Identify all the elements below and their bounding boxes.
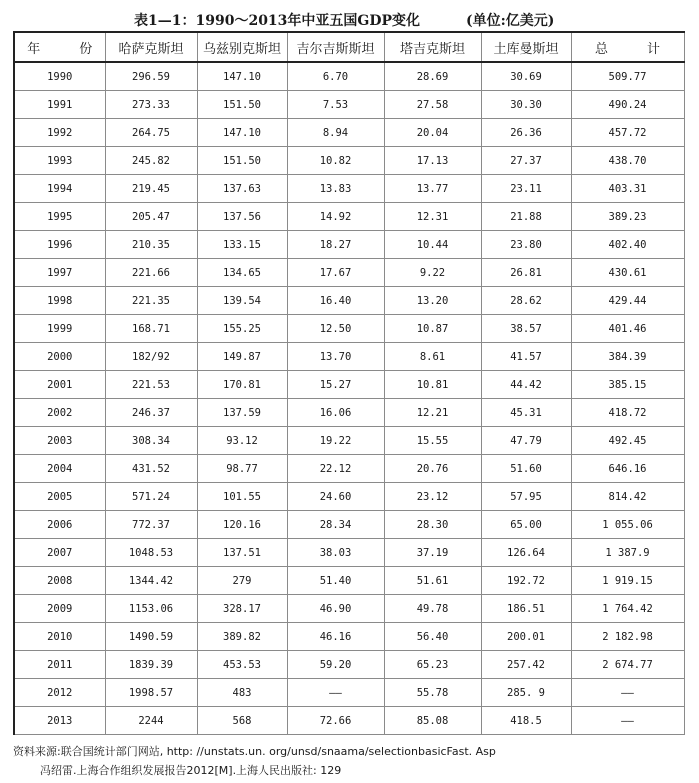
total-cell: 1 387.9	[571, 539, 684, 567]
kazakhstan-cell: 1153.06	[105, 595, 197, 623]
kazakhstan-cell: 221.35	[105, 287, 197, 315]
kazakhstan-cell: 264.75	[105, 119, 197, 147]
kazakhstan-cell: 221.66	[105, 259, 197, 287]
header-kyrgyzstan: 吉尔吉斯斯坦	[287, 32, 384, 62]
total-cell: ——	[571, 707, 684, 735]
year-cell: 1995	[14, 203, 105, 231]
tajikistan-cell: 20.76	[384, 455, 481, 483]
turkmenistan-cell: 186.51	[481, 595, 571, 623]
tajikistan-cell: 10.81	[384, 371, 481, 399]
tajikistan-cell: 27.58	[384, 91, 481, 119]
tajikistan-cell: 28.30	[384, 511, 481, 539]
year-cell: 2005	[14, 483, 105, 511]
turkmenistan-cell: 23.80	[481, 231, 571, 259]
uzbekistan-cell: 155.25	[197, 315, 287, 343]
total-cell: 646.16	[571, 455, 684, 483]
kyrgyzstan-cell: 18.27	[287, 231, 384, 259]
year-cell: 2012	[14, 679, 105, 707]
total-cell: 429.44	[571, 287, 684, 315]
kyrgyzstan-cell: 12.50	[287, 315, 384, 343]
uzbekistan-cell: 151.50	[197, 147, 287, 175]
tajikistan-cell: 17.13	[384, 147, 481, 175]
uzbekistan-cell: 93.12	[197, 427, 287, 455]
uzbekistan-cell: 137.59	[197, 399, 287, 427]
year-cell: 1991	[14, 91, 105, 119]
kyrgyzstan-cell: ——	[287, 679, 384, 707]
total-cell: 509.77	[571, 62, 684, 91]
uzbekistan-cell: 453.53	[197, 651, 287, 679]
uzbekistan-cell: 133.15	[197, 231, 287, 259]
uzbekistan-cell: 139.54	[197, 287, 287, 315]
kazakhstan-cell: 182/92	[105, 343, 197, 371]
total-cell: 1 055.06	[571, 511, 684, 539]
turkmenistan-cell: 41.57	[481, 343, 571, 371]
tajikistan-cell: 15.55	[384, 427, 481, 455]
table-row	[14, 287, 684, 315]
uzbekistan-cell: 279	[197, 567, 287, 595]
table-row	[14, 567, 684, 595]
turkmenistan-cell: 23.11	[481, 175, 571, 203]
uzbekistan-cell: 483	[197, 679, 287, 707]
kazakhstan-cell: 1490.59	[105, 623, 197, 651]
uzbekistan-cell: 101.55	[197, 483, 287, 511]
kazakhstan-cell: 221.53	[105, 371, 197, 399]
year-cell: 2003	[14, 427, 105, 455]
table-row	[14, 119, 684, 147]
tajikistan-cell: 13.77	[384, 175, 481, 203]
gdp-table	[13, 31, 685, 735]
turkmenistan-cell: 51.60	[481, 455, 571, 483]
turkmenistan-cell: 44.42	[481, 371, 571, 399]
table-row	[14, 651, 684, 679]
total-cell: 418.72	[571, 399, 684, 427]
tajikistan-cell: 12.31	[384, 203, 481, 231]
turkmenistan-cell: 47.79	[481, 427, 571, 455]
kyrgyzstan-cell: 28.34	[287, 511, 384, 539]
turkmenistan-cell: 45.31	[481, 399, 571, 427]
turkmenistan-cell: 192.72	[481, 567, 571, 595]
uzbekistan-cell: 134.65	[197, 259, 287, 287]
turkmenistan-cell: 30.30	[481, 91, 571, 119]
year-cell: 2011	[14, 651, 105, 679]
kazakhstan-cell: 210.35	[105, 231, 197, 259]
kyrgyzstan-cell: 13.83	[287, 175, 384, 203]
kazakhstan-cell: 1344.42	[105, 567, 197, 595]
year-cell: 1998	[14, 287, 105, 315]
kazakhstan-cell: 296.59	[105, 62, 197, 91]
table-row	[14, 595, 684, 623]
total-cell: 430.61	[571, 259, 684, 287]
kyrgyzstan-cell: 15.27	[287, 371, 384, 399]
kyrgyzstan-cell: 22.12	[287, 455, 384, 483]
kazakhstan-cell: 245.82	[105, 147, 197, 175]
turkmenistan-cell: 200.01	[481, 623, 571, 651]
total-cell: 401.46	[571, 315, 684, 343]
year-cell: 2002	[14, 399, 105, 427]
tajikistan-cell: 12.21	[384, 399, 481, 427]
kyrgyzstan-cell: 59.20	[287, 651, 384, 679]
header-kazakhstan: 哈萨克斯坦	[105, 32, 197, 62]
uzbekistan-cell: 120.16	[197, 511, 287, 539]
table-row	[14, 62, 684, 91]
kyrgyzstan-cell: 13.70	[287, 343, 384, 371]
year-cell: 2013	[14, 707, 105, 735]
year-cell: 2004	[14, 455, 105, 483]
tajikistan-cell: 85.08	[384, 707, 481, 735]
kyrgyzstan-cell: 51.40	[287, 567, 384, 595]
header-total: 总 计	[571, 32, 684, 62]
kazakhstan-cell: 571.24	[105, 483, 197, 511]
kyrgyzstan-cell: 10.82	[287, 147, 384, 175]
uzbekistan-cell: 147.10	[197, 62, 287, 91]
kyrgyzstan-cell: 16.40	[287, 287, 384, 315]
total-cell: 403.31	[571, 175, 684, 203]
kazakhstan-cell: 246.37	[105, 399, 197, 427]
kazakhstan-cell: 772.37	[105, 511, 197, 539]
kyrgyzstan-cell: 24.60	[287, 483, 384, 511]
turkmenistan-cell: 418.5	[481, 707, 571, 735]
kazakhstan-cell: 2244	[105, 707, 197, 735]
total-cell: 457.72	[571, 119, 684, 147]
kyrgyzstan-cell: 72.66	[287, 707, 384, 735]
uzbekistan-cell: 151.50	[197, 91, 287, 119]
table-row	[14, 147, 684, 175]
kyrgyzstan-cell: 14.92	[287, 203, 384, 231]
year-cell: 1996	[14, 231, 105, 259]
table-title: 表1—1：1990～2013年中亚五国GDP变化	[134, 13, 421, 29]
turkmenistan-cell: 21.88	[481, 203, 571, 231]
uzbekistan-cell: 137.63	[197, 175, 287, 203]
year-cell: 1990	[14, 62, 105, 91]
tajikistan-cell: 8.61	[384, 343, 481, 371]
year-cell: 2009	[14, 595, 105, 623]
year-cell: 1997	[14, 259, 105, 287]
uzbekistan-cell: 149.87	[197, 343, 287, 371]
tajikistan-cell: 65.23	[384, 651, 481, 679]
total-cell: 384.39	[571, 343, 684, 371]
year-cell: 1999	[14, 315, 105, 343]
kyrgyzstan-cell: 19.22	[287, 427, 384, 455]
total-cell: 1 919.15	[571, 567, 684, 595]
kyrgyzstan-cell: 6.70	[287, 62, 384, 91]
header-year: 年 份	[14, 32, 105, 62]
table-row	[14, 483, 684, 511]
table-row	[14, 707, 684, 735]
tajikistan-cell: 49.78	[384, 595, 481, 623]
header-turkmenistan: 土库曼斯坦	[481, 32, 571, 62]
table-row	[14, 399, 684, 427]
kazakhstan-cell: 1998.57	[105, 679, 197, 707]
table-row	[14, 427, 684, 455]
turkmenistan-cell: 57.95	[481, 483, 571, 511]
turkmenistan-cell: 65.00	[481, 511, 571, 539]
table-row	[14, 511, 684, 539]
total-cell: 385.15	[571, 371, 684, 399]
table-row	[14, 455, 684, 483]
table-row	[14, 539, 684, 567]
turkmenistan-cell: 30.69	[481, 62, 571, 91]
year-cell: 1992	[14, 119, 105, 147]
uzbekistan-cell: 137.56	[197, 203, 287, 231]
turkmenistan-cell: 126.64	[481, 539, 571, 567]
year-cell: 2006	[14, 511, 105, 539]
table-row	[14, 679, 684, 707]
table-row	[14, 623, 684, 651]
kyrgyzstan-cell: 8.94	[287, 119, 384, 147]
tajikistan-cell: 20.04	[384, 119, 481, 147]
tajikistan-cell: 51.61	[384, 567, 481, 595]
header-tajikistan: 塔吉克斯坦	[384, 32, 481, 62]
tajikistan-cell: 37.19	[384, 539, 481, 567]
year-cell: 2010	[14, 623, 105, 651]
total-cell: 1 764.42	[571, 595, 684, 623]
kyrgyzstan-cell: 46.90	[287, 595, 384, 623]
total-cell: 492.45	[571, 427, 684, 455]
turkmenistan-cell: 257.42	[481, 651, 571, 679]
total-cell: 2 182.98	[571, 623, 684, 651]
kyrgyzstan-cell: 16.06	[287, 399, 384, 427]
year-cell: 2007	[14, 539, 105, 567]
tajikistan-cell: 23.12	[384, 483, 481, 511]
total-cell: 402.40	[571, 231, 684, 259]
table-row	[14, 91, 684, 119]
tajikistan-cell: 56.40	[384, 623, 481, 651]
kyrgyzstan-cell: 38.03	[287, 539, 384, 567]
total-cell: 438.70	[571, 147, 684, 175]
table-row	[14, 231, 684, 259]
table-row	[14, 203, 684, 231]
unit-label: (单位:亿美元)	[466, 13, 555, 29]
turkmenistan-cell: 38.57	[481, 315, 571, 343]
table-title-bar	[0, 8, 699, 30]
source-line-2: 冯绍雷.上海合作组织发展报告2012[M].上海人民出版社: 129	[40, 764, 342, 777]
uzbekistan-cell: 389.82	[197, 623, 287, 651]
uzbekistan-cell: 328.17	[197, 595, 287, 623]
uzbekistan-cell: 170.81	[197, 371, 287, 399]
turkmenistan-cell: 27.37	[481, 147, 571, 175]
year-cell: 1993	[14, 147, 105, 175]
header-uzbekistan: 乌兹别克斯坦	[197, 32, 287, 62]
turkmenistan-cell: 285. 9	[481, 679, 571, 707]
total-cell: 490.24	[571, 91, 684, 119]
tajikistan-cell: 28.69	[384, 62, 481, 91]
tajikistan-cell: 13.20	[384, 287, 481, 315]
year-cell: 2000	[14, 343, 105, 371]
turkmenistan-cell: 26.81	[481, 259, 571, 287]
tajikistan-cell: 55.78	[384, 679, 481, 707]
table-row	[14, 315, 684, 343]
uzbekistan-cell: 147.10	[197, 119, 287, 147]
uzbekistan-cell: 137.51	[197, 539, 287, 567]
total-cell: 814.42	[571, 483, 684, 511]
kazakhstan-cell: 205.47	[105, 203, 197, 231]
uzbekistan-cell: 98.77	[197, 455, 287, 483]
turkmenistan-cell: 28.62	[481, 287, 571, 315]
table-row	[14, 175, 684, 203]
total-cell: 389.23	[571, 203, 684, 231]
kazakhstan-cell: 1839.39	[105, 651, 197, 679]
turkmenistan-cell: 26.36	[481, 119, 571, 147]
kazakhstan-cell: 431.52	[105, 455, 197, 483]
table-row	[14, 259, 684, 287]
kazakhstan-cell: 1048.53	[105, 539, 197, 567]
year-cell: 2001	[14, 371, 105, 399]
total-cell: ——	[571, 679, 684, 707]
table-row	[14, 343, 684, 371]
header-row	[14, 32, 684, 62]
uzbekistan-cell: 568	[197, 707, 287, 735]
kazakhstan-cell: 273.33	[105, 91, 197, 119]
kazakhstan-cell: 168.71	[105, 315, 197, 343]
tajikistan-cell: 9.22	[384, 259, 481, 287]
table-row	[14, 371, 684, 399]
year-cell: 2008	[14, 567, 105, 595]
tajikistan-cell: 10.44	[384, 231, 481, 259]
kyrgyzstan-cell: 7.53	[287, 91, 384, 119]
kazakhstan-cell: 308.34	[105, 427, 197, 455]
kyrgyzstan-cell: 46.16	[287, 623, 384, 651]
source-line-1: 资料来源:联合国统计部门网站, http: //unstats.un. org/unsd/snaama/selectionbasicFast. Asp	[13, 745, 496, 758]
kazakhstan-cell: 219.45	[105, 175, 197, 203]
source-note	[13, 742, 496, 780]
kyrgyzstan-cell: 17.67	[287, 259, 384, 287]
total-cell: 2 674.77	[571, 651, 684, 679]
table-body	[14, 62, 684, 735]
tajikistan-cell: 10.87	[384, 315, 481, 343]
year-cell: 1994	[14, 175, 105, 203]
